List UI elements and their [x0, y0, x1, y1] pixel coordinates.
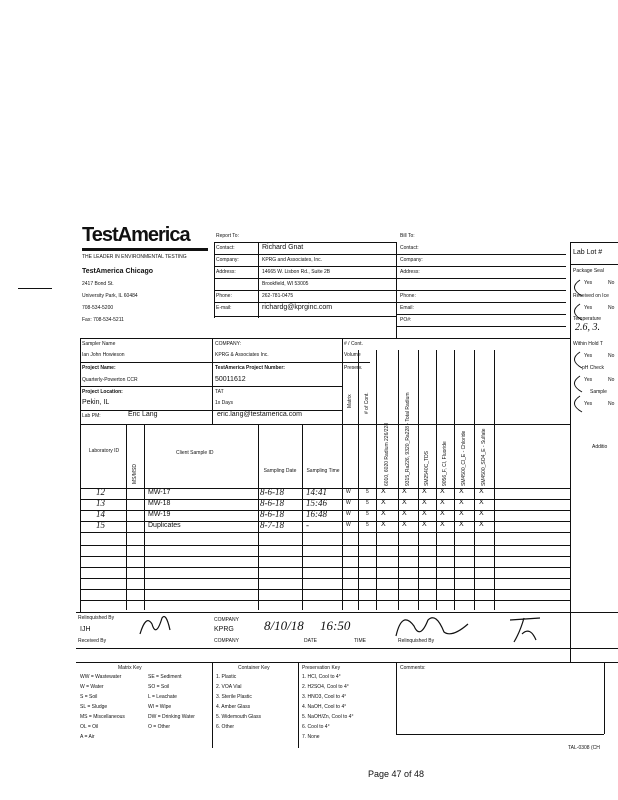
matrix-key-item: DW = Drinking Water [148, 714, 195, 720]
analysis-mark: X [381, 488, 386, 495]
company-label-project: COMPANY: [215, 341, 242, 347]
sampler-name-label: Sampler Name [82, 341, 116, 347]
container-key-item: 1. Plastic [216, 674, 237, 680]
analysis-mark: X [381, 521, 386, 528]
bill-phone-label: Phone: [400, 293, 416, 299]
analysis-mark: X [440, 510, 445, 517]
container-key-item: 3. Sterile Plastic [216, 694, 252, 700]
sample-lab-id: 12 [96, 487, 105, 497]
preservation-key-item: 1. HCl, Cool to 4° [302, 674, 341, 680]
analysis-4: 9056_F, Cl, Fluoride [442, 441, 448, 486]
analysis-mark: X [479, 499, 484, 506]
sample-date: 8-6-18 [260, 498, 284, 508]
preservation-key-item: 2. H2SO4, Cool to 4° [302, 684, 349, 690]
analysis-mark: X [479, 488, 484, 495]
preservation-key-item: 7. None [302, 734, 320, 740]
email-label: E-mail: [216, 305, 232, 311]
bill-address-label: Address: [400, 269, 420, 275]
analysis-mark: X [422, 510, 427, 517]
relinquished-by: IJH [80, 626, 91, 633]
comments-label: Comments: [400, 665, 426, 671]
empty-row-line [80, 545, 570, 546]
form-code: TAL-0308 (CH [568, 745, 600, 751]
sample-cont: 5 [366, 522, 369, 528]
lab-lot-label: Lab Lot # [573, 249, 603, 256]
time-header: Sampling Time [306, 468, 340, 474]
matrix-key-item: WW = Wastewater [80, 674, 122, 680]
project-number: 50011612 [215, 376, 246, 383]
sample-matrix: W [346, 511, 351, 517]
sample-time: 14:41 [306, 487, 327, 497]
matrix-key-item: A = Air [80, 734, 95, 740]
time-label: TIME [354, 638, 366, 644]
received-by-label: Relinquished By [398, 638, 435, 644]
sample-time: - [306, 520, 309, 530]
matrix-header: Matrix [347, 394, 353, 408]
preservation-key-item: 3. HNO3, Cool to 4° [302, 694, 347, 700]
checkmark-annotations [566, 270, 618, 420]
volume-label: Volume [344, 352, 361, 358]
lab-id-header: Laboratory ID [88, 448, 120, 454]
bill-po-label: PO#: [400, 317, 412, 323]
matrix-key-item: WI = Wipe [148, 704, 172, 710]
sample-matrix: W [346, 489, 351, 495]
date-header: Sampling Date [263, 468, 297, 474]
analysis-mark: X [422, 488, 427, 495]
report-phone: 262-781-0475 [262, 293, 294, 299]
analysis-mark: X [459, 488, 464, 495]
pm-email: eric.lang@testamerica.com [217, 411, 302, 418]
temperature-value: 2.6, 3. [575, 322, 600, 333]
analysis-mark: X [479, 521, 484, 528]
preservation-key-item: 6. Cool to 4° [302, 724, 330, 730]
matrix-key-item: SE = Sediment [148, 674, 182, 680]
sample-lab-id: 15 [96, 520, 105, 530]
analysis-3: SM2540C_TDS [424, 450, 430, 486]
preservation-key-item: 5. NaOH/Zn, Cool to 4° [302, 714, 354, 720]
relinquished-label: Relinquished By [78, 615, 115, 621]
lab-location: TestAmerica Chicago [82, 268, 154, 275]
analysis-mark: X [381, 499, 386, 506]
testamerica-logo: TestAmerica [82, 224, 190, 246]
relinquish-time: 16:50 [320, 618, 351, 633]
project-name: Quarterly-Powerton CCR [82, 377, 138, 383]
bill-company-label: Company: [400, 257, 423, 263]
empty-row-line [80, 556, 570, 557]
sample-matrix: W [346, 500, 351, 506]
analysis-mark: X [440, 488, 445, 495]
logo-underline [82, 248, 208, 251]
hold-no: No [608, 353, 615, 359]
ph-yes: Yes [584, 377, 593, 383]
client-id-header: Client Sample ID [176, 450, 214, 456]
container-key-title: Container Key [238, 665, 270, 671]
analysis-mark: X [459, 521, 464, 528]
sample-time: 15:46 [306, 498, 327, 508]
analysis-mark: X [422, 521, 427, 528]
lab-tagline: THE LEADER IN ENVIRONMENTAL TESTING [82, 254, 187, 260]
relinquish-company: KPRG [214, 626, 234, 633]
analysis-mark: X [422, 499, 427, 506]
sample-time: 16:48 [306, 509, 327, 519]
empty-row-line [80, 567, 570, 568]
msmsd-header: MS/MSD [132, 464, 138, 484]
analysis-mark: X [402, 488, 407, 495]
bill-contact-label: Contact: [400, 245, 419, 251]
sample-yes: Yes [584, 401, 593, 407]
analysis-2: 9315_Ra226, 9320_Ra228 - Total Radium [405, 392, 411, 486]
lab-address2: University Park, IL 60484 [82, 293, 138, 299]
ph-no: No [608, 377, 615, 383]
report-email: richardg@kprginc.com [262, 304, 333, 311]
sample-client-id: MW-17 [148, 489, 171, 496]
analysis-mark: X [459, 510, 464, 517]
lab-address1: 2417 Bond St. [82, 281, 114, 287]
container-key-item: 4. Amber Glass [216, 704, 251, 710]
lab-phone: 708-534-5200 [82, 305, 114, 311]
received-label: Received By [78, 638, 107, 644]
project-location: Pekin, IL [82, 399, 110, 406]
sample-date: 8-6-18 [260, 487, 284, 497]
sample-label: Sample [590, 389, 607, 395]
relinquish-company-label: COMPANY [214, 617, 239, 623]
num-cont-header: # of Cont. [364, 392, 370, 414]
sample-date: 8-7-18 [260, 520, 284, 530]
analysis-mark: X [402, 510, 407, 517]
signature-1 [136, 610, 176, 644]
sample-client-id: MW-18 [148, 500, 171, 507]
received-on-ice-label: Received on Ice [573, 293, 609, 299]
pm-name: Eric Lang [128, 411, 158, 418]
sample-lab-id: 13 [96, 498, 105, 508]
relinquish-date: 8/10/18 [264, 618, 304, 633]
bill-to-title: Bill To: [400, 233, 415, 239]
analysis-mark: X [402, 521, 407, 528]
analysis-mark: X [440, 521, 445, 528]
preserv-label: Preserv. [344, 365, 363, 371]
matrix-key-item: S = Soil [80, 694, 98, 700]
sample-no: No [608, 401, 615, 407]
tat-label: TAT [215, 389, 224, 395]
empty-row-line [80, 589, 570, 590]
address-label: Address: [216, 269, 236, 275]
pm-label: Lab PM: [82, 413, 101, 419]
analysis-5: SM4500_Cl_E - Chloride [461, 430, 467, 486]
matrix-key-item: W = Water [80, 684, 104, 690]
project-company: KPRG & Associates Inc. [215, 352, 269, 358]
sample-cont: 5 [366, 500, 369, 506]
container-key-item: 6. Other [216, 724, 235, 730]
report-to-title: Report To: [216, 233, 239, 239]
sample-cont: 5 [366, 511, 369, 517]
report-contact: Richard Gnat [262, 244, 304, 251]
seal-no: No [608, 280, 615, 286]
preservation-key-item: 4. NaOH, Cool to 4° [302, 704, 347, 710]
container-key-item: 2. VOA Vial [216, 684, 242, 690]
matrix-key-item: L = Leachate [148, 694, 177, 700]
matrix-key-title: Matrix Key [118, 665, 142, 671]
sample-client-id: Duplicates [148, 522, 181, 529]
analysis-mark: X [479, 510, 484, 517]
temperature-label: Temperature [573, 316, 602, 322]
row-divider [80, 532, 570, 533]
ice-no: No [608, 305, 615, 311]
ice-yes: Yes [584, 305, 593, 311]
analysis-mark: X [402, 499, 407, 506]
contact-label: Contact: [216, 245, 235, 251]
project-location-label: Project Location: [82, 389, 123, 395]
sample-lab-id: 14 [96, 509, 105, 519]
company-label: Company: [216, 257, 239, 263]
analysis-mark: X [381, 510, 386, 517]
empty-row-line [80, 600, 570, 601]
hold-yes: Yes [584, 353, 593, 359]
preservation-key-title: Preservation Key [302, 665, 341, 671]
additional-label: Additio [592, 444, 608, 450]
company2-label: COMPANY [214, 638, 239, 644]
tat-value: 1x Days [215, 400, 234, 406]
matrix-key-item: O = Other [148, 724, 171, 730]
matrix-key-item: MS = Miscellaneous [80, 714, 125, 720]
phone-label: Phone: [216, 293, 232, 299]
bill-email-label: Email: [400, 305, 414, 311]
container-key-item: 5. Widemouth Glass [216, 714, 262, 720]
page-number: Page 47 of 48 [368, 769, 425, 779]
matrix-key-item: OL = Oil [80, 724, 99, 730]
sample-matrix: W [346, 522, 351, 528]
sample-date: 8-6-18 [260, 509, 284, 519]
package-seal-label: Package Seal [573, 268, 604, 274]
sampler-name: Ian John Howieson [82, 352, 125, 358]
sample-client-id: MW-19 [148, 511, 171, 518]
sample-cont: 5 [366, 489, 369, 495]
signature-3 [506, 612, 546, 646]
report-company: KPRG and Associates, Inc. [262, 257, 323, 263]
seal-yes: Yes [584, 280, 593, 286]
analysis-mark: X [459, 499, 464, 506]
project-number-label: TestAmerica Project Number: [215, 365, 285, 371]
margin-mark [18, 288, 52, 289]
project-name-label: Project Name: [82, 365, 116, 371]
analysis-mark: X [440, 499, 445, 506]
analysis-1: 6010, 6020 Radium 226/228 [384, 422, 390, 486]
num-cont-label: # / Cont. [344, 341, 363, 347]
analysis-6: SM4500_SO4_E - Sulfate [481, 428, 487, 486]
empty-row-line [80, 578, 570, 579]
ph-check-label: pH Check [582, 365, 604, 371]
report-address1: 14665 W. Lisbon Rd., Suite 2B [262, 269, 331, 275]
report-address2: Brookfield, WI 53005 [262, 281, 309, 287]
within-hold-label: Within Hold T [573, 341, 603, 347]
matrix-key-item: SL = Sludge [80, 704, 108, 710]
lab-fax: Fax: 708-534-5211 [82, 317, 124, 323]
matrix-key-item: SO = Soil [148, 684, 170, 690]
date-label: DATE [304, 638, 317, 644]
